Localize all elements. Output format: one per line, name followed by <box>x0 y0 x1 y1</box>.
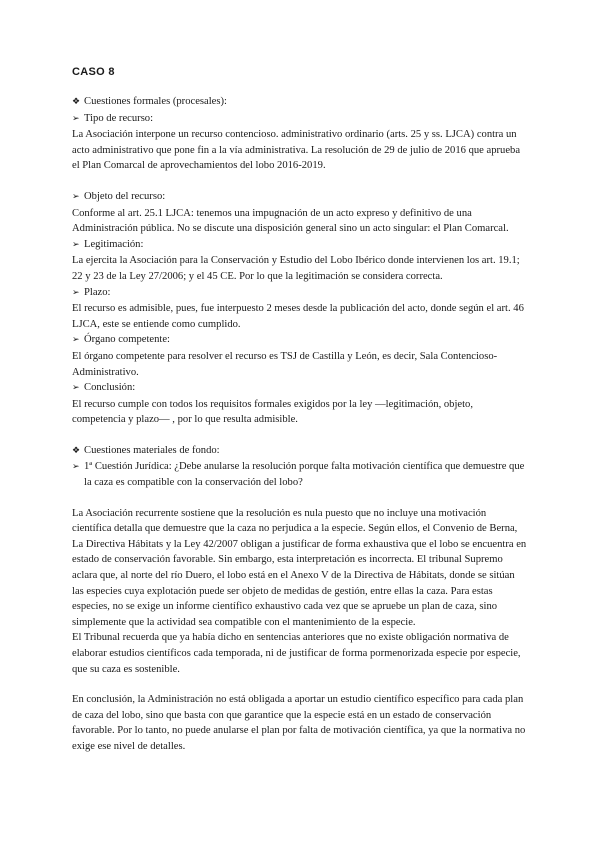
arrow-icon: ➢ <box>72 335 80 346</box>
arrow-icon: ➢ <box>72 462 80 473</box>
arrow-icon: ➢ <box>72 239 80 250</box>
arrow-icon: ➢ <box>72 113 80 124</box>
arrow-icon: ➢ <box>72 383 80 394</box>
legitimacion-text: La ejercita la Asociación para la Conservación y Estudio del Lobo Ibérico donde intervienen los art. 19.1; 22 y 23 de la Ley 27/2006; y el 45 CE. Por lo que la legitimación se considera correcta. <box>72 255 520 282</box>
tipo-label: ➢ Tipo de recurso: <box>72 111 528 128</box>
conclusion-text: El recurso cumple con todos los requisitos formales exigidos por la ley —legitimación, objeto, competencia y plazo— , por lo que resulta admisible. <box>72 398 474 426</box>
material-paragraph-2: El Tribunal recuerda que ya había dicho en sentencias anteriores que no existe obligación normativa de elaborar estudios científicos cada temporada, ni de justificar de forma pormenorizada especie por especie, que su caza es sostenible. <box>72 632 521 675</box>
material-paragraph-1: La Asociación recurrente sostiene que la resolución es nula puesto que no incluye una motivación científica detalla que demuestre que la caza no perjudica a la especie. Según ellos, el Convenio de Berna, La Directiva Hábitats y la Ley 42/2007 obligan a justificar de forma exhaustiva que el lobo se encuentra en estado de conservación favorable. Sin embargo, esta interpretación es incorrecta. El tribunal Supremo aclara que, al norte del río Duero, el lobo está en el Anexo V de la Directiva de Hábitats, donde se sitúan las especies cuya explotación puede ser objeto de medidas de gestión, entre ellas la caza. Para estas especies, no se exige un informe científico exhaustivo cada vez que se apruebe un plan de caza, sino simplemente que la actividad sea compatible con el mantenimiento de la especie. <box>72 507 527 628</box>
tipo-text: La Asociación interpone un recurso contencioso. administrativo ordinario (arts. 25 y ss. LJCA) contra un acto administrativo que pone fin a la vía administrativa. La resolución de 29 de julio de 2016 que aprueba el Plan Comarcal de aprovechamientos del lobo 2016-2019. <box>72 129 521 172</box>
legitimacion-label: ➢ Legitimación: <box>72 237 528 254</box>
plazo-label: ➢ Plazo: <box>72 285 528 302</box>
formal-section-heading: ❖ Cuestiones formales (procesales): <box>72 94 528 111</box>
organo-label: ➢ Órgano competente: <box>72 332 528 349</box>
material-paragraph-conclusion: En conclusión, la Administración no está obligada a aportar un estudio científico específico para cada plan de caza del lobo, sino que basta con que garantice que la especie está en un estado de conservación favorable. Por lo tanto, no puede anularse el plan por falta de motivación científica, ya que la normativa no exige ese nivel de detalles. <box>72 694 526 752</box>
document-title: CASO 8 <box>72 66 115 78</box>
material-section-heading: ❖ Cuestiones materiales de fondo: <box>72 443 528 460</box>
objeto-text: Conforme al art. 25.1 LJCA: tenemos una impugnación de un acto expreso y definitivo de una Administración pública. No se discute una disposición general sino un acto singular: el Plan Comarcal. <box>72 207 509 235</box>
legal-question: ➢ 1ª Cuestión Jurídica: ¿Debe anularse la resolución porque falta motivación científica que demuestre que la caza es compatible con la conservación del lobo? <box>72 461 525 489</box>
plazo-text: El recurso es admisible, pues, fue interpuesto 2 meses desde la publicación del acto, donde según el art. 46 LJCA, este se entiende como cumplido. <box>72 303 524 330</box>
objeto-label: ➢ Objeto del recurso: <box>72 189 528 206</box>
organo-text: El órgano competente para resolver el recurso es TSJ de Castilla y León, es decir, Sala Contencioso-Administrativo. <box>72 350 498 378</box>
arrow-icon: ➢ <box>72 287 80 298</box>
conclusion-label: ➢ Conclusión: <box>72 380 528 397</box>
arrow-icon: ➢ <box>72 191 80 202</box>
diamond-icon: ❖ <box>72 445 81 456</box>
document-page <box>72 66 528 755</box>
diamond-icon: ❖ <box>72 97 81 107</box>
